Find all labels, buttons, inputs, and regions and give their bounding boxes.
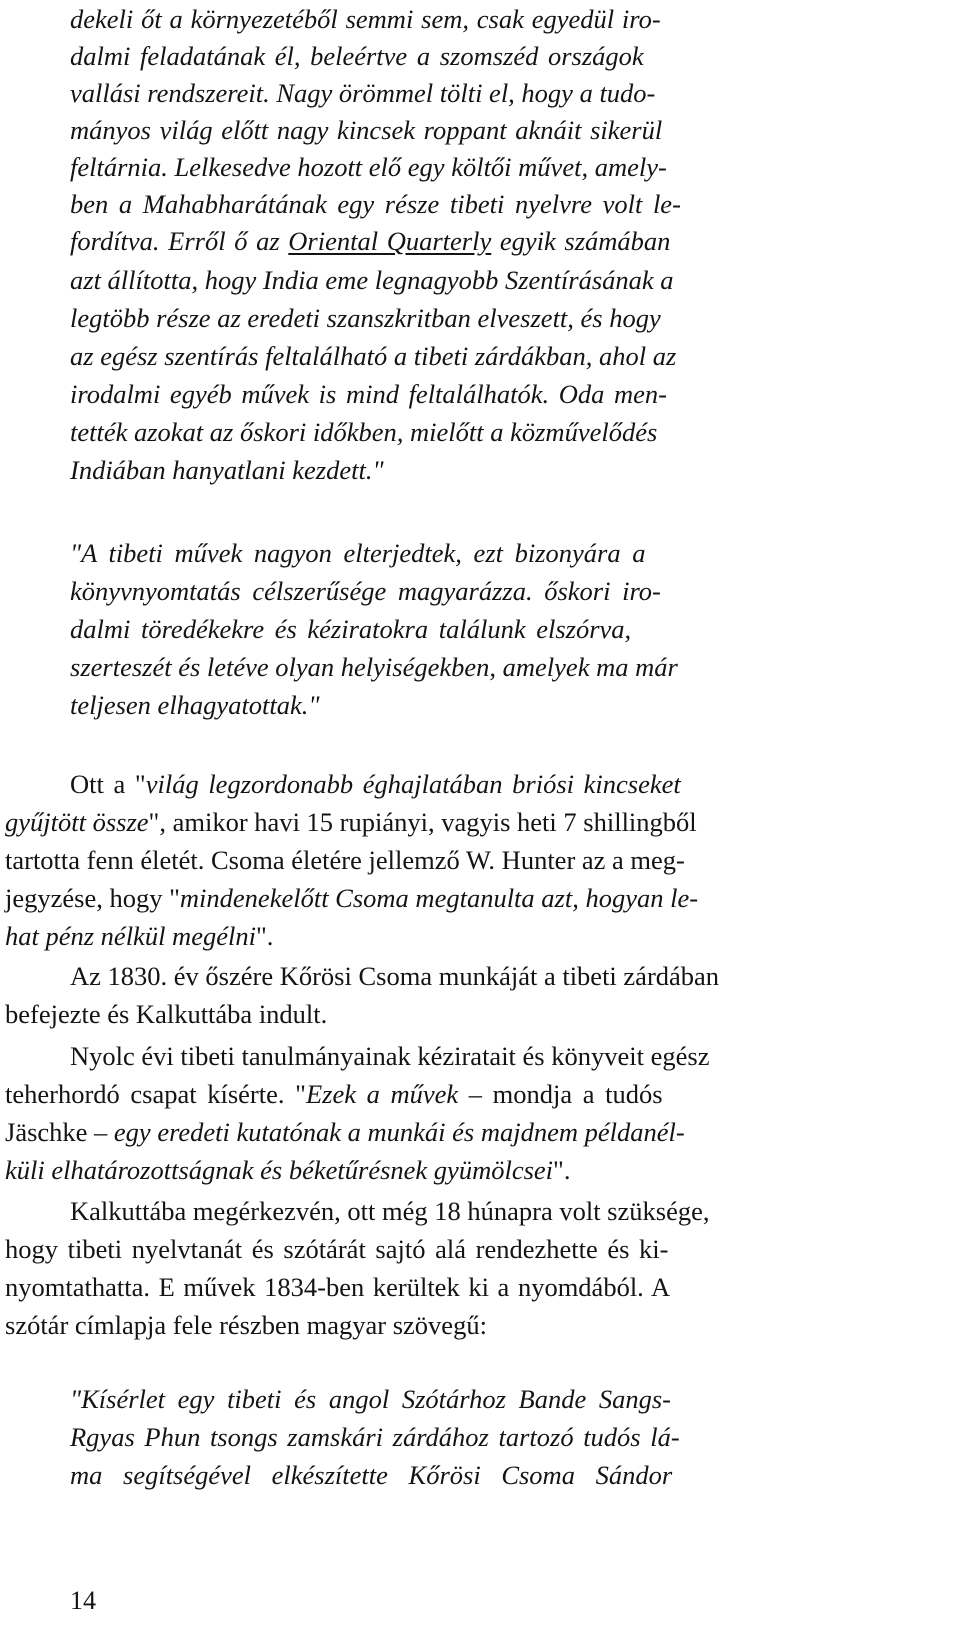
quote1-line-4: mányos világ előtt nagy kincsek roppant aknáit sikerül <box>70 115 663 145</box>
quote3-line-3: ma segítségével elkészítette Kőrösi Csoma Sándor <box>70 1460 673 1490</box>
body-line-1: Ott a "világ legzordonabb éghajlatában briósi kincseket <box>70 769 681 799</box>
quote2-line-1: "A tibeti művek nagyon elterjedtek, ezt bizonyára a <box>70 538 646 568</box>
quote1-line-3: vallási rendszereit. Nagy örömmel tölti el, hogy a tudo- <box>70 78 656 108</box>
quote1-line-11: irodalmi egyéb művek is mind feltalálhatók. Oda men- <box>70 379 667 409</box>
body-line-7: befejezte és Kalkuttába indult. <box>5 999 328 1029</box>
body-line-14: nyomtathatta. E művek 1834-ben kerültek ki a nyomdából. A <box>5 1272 671 1302</box>
body-line-4: jegyzése, hogy "mindenekelőtt Csoma megtanulta azt, hogyan le- <box>5 883 699 913</box>
quote1-line-1: dekeli őt a környezetéből semmi sem, csak egyedül iro- <box>70 4 661 34</box>
journal-title: Oriental Quarterly <box>288 226 492 256</box>
body-line-12: Kalkuttába megérkezvén, ott még 18 húnapra volt szüksége, <box>70 1196 710 1226</box>
body-line-10: Jäschke – egy eredeti kutatónak a munkái és majdnem példanél- <box>5 1117 685 1147</box>
body-line-6: Az 1830. év őszére Kőrösi Csoma munkáját a tibeti zárdában <box>70 961 720 991</box>
quote3-line-2: Rgyas Phun tsongs zamskári zárdához tartozó tudós lá- <box>70 1422 680 1452</box>
body-line-5: hat pénz nélkül megélni". <box>5 921 274 951</box>
quote1-line-8: azt állította, hogy India eme legnagyobb Szentírásának a <box>70 265 674 295</box>
quote1-line-6: ben a Mahabharátának egy része tibeti nyelvre volt le- <box>70 189 681 219</box>
body-line-8: Nyolc évi tibeti tanulmányainak kéziratait és könyveit egész <box>70 1041 710 1071</box>
quote1-line-2: dalmi feladatának él, beleértve a szomszéd országok <box>70 41 644 71</box>
body-line-9: teherhordó csapat kísérte. "Ezek a művek – mondja a tudós <box>5 1079 663 1109</box>
quote1-line-7: fordítva. Erről ő az Oriental Quarterly egyik számában <box>70 226 671 256</box>
quote2-line-2: könyvnyomtatás célszerűsége magyarázza. őskori iro- <box>70 576 661 606</box>
quote2-line-3: dalmi töredékekre és kéziratokra találunk elszórva, <box>70 614 632 644</box>
body-line-3: tartotta fenn életét. Csoma életére jellemző W. Hunter az a meg- <box>5 845 685 875</box>
quote3-line-1: "Kísérlet egy tibeti és angol Szótárhoz Bande Sangs- <box>70 1384 671 1414</box>
quote1-line-12: tették azokat az őskori időkben, mielőtt a közművelődés <box>70 417 658 447</box>
quote2-line-4: szerteszét és letéve olyan helyiségekben, amelyek ma már <box>70 652 678 682</box>
quote2-line-5: teljesen elhagyatottak." <box>70 690 320 720</box>
quote1-line-10: az egész szentírás feltalálható a tibeti zárdákban, ahol az <box>70 341 677 371</box>
quote1-line-5: feltárnia. Lelkesedve hozott elő egy költői művet, amely- <box>70 152 667 182</box>
quote1-line-13: Indiában hanyatlani kezdett." <box>70 455 384 485</box>
page-number: 14 <box>70 1586 96 1615</box>
body-line-2: gyűjtött össze", amikor havi 15 rupiányi, vagyis heti 7 shillingből <box>5 807 697 837</box>
body-line-15: szótár címlapja fele részben magyar szövegű: <box>5 1310 487 1340</box>
body-line-13: hogy tibeti nyelvtanát és szótárát sajtó alá rendezhette és ki- <box>5 1234 669 1264</box>
quote1-line-9: legtöbb része az eredeti szanszkritban elveszett, és hogy <box>70 303 661 333</box>
body-line-11: küli elhatározottságnak és béketűrésnek gyümölcsei". <box>5 1155 571 1185</box>
